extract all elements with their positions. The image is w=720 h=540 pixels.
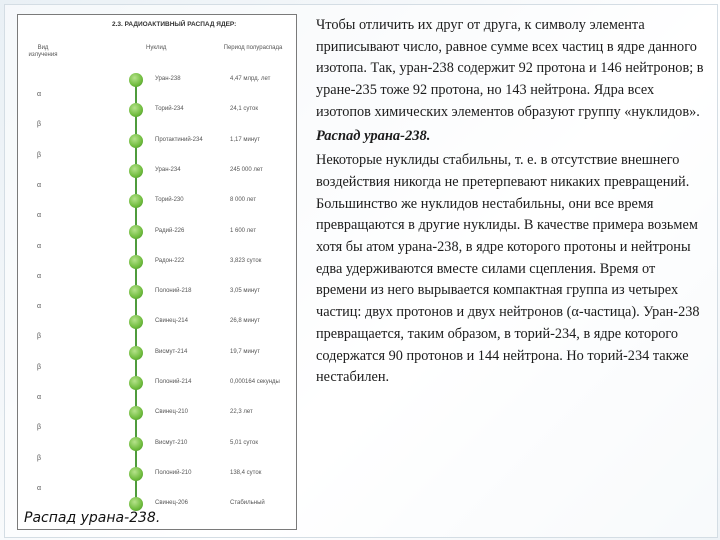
decay-type: α [36,242,42,250]
decay-chain-figure [17,14,297,530]
isotope-node [129,346,143,360]
isotope-halflife: 0,000164 секунды [230,379,280,385]
isotope-node [129,134,143,148]
isotope-name: Уран-238 [155,76,181,82]
paragraph-isotopes: Чтобы отличить их друг от друга, к символу элемента приписывают число, равное сумме всех частиц в ядре данного изотопа. Так, уран-238 содержит 92 протона и 146 нейтронов; в уране-235 тоже 92 протона, но 143 нейтрона. Ядра всех изотопов химических элементов образуют группу «нуклидов». [316,17,704,120]
isotope-halflife: 138,4 суток [230,469,262,476]
isotope-node [129,376,143,390]
decay-type: β [36,333,42,341]
isotope-halflife: 24,1 суток [230,106,258,113]
isotope-name: Радий-226 [155,227,185,234]
decay-type: β [36,454,42,462]
isotope-node [129,437,143,451]
isotope-halflife: 22,3 лет [230,409,253,416]
main-text [316,15,708,389]
isotope-node [129,194,143,208]
figure-title: 2.3. РАДИОАКТИВНЫЙ РАСПАД ЯДЕР: [112,21,237,28]
isotope-node [129,285,143,299]
isotope-halflife: 5,01 суток [230,439,258,446]
isotope-halflife: 4,47 млрд. лет [230,76,271,82]
decay-type: α [36,394,42,401]
isotope-halflife: 3,05 минут [230,288,260,295]
isotope-name: Свинец-206 [155,500,188,507]
isotope-name: Полоний-210 [155,469,192,476]
isotope-name: Свинец-210 [155,409,188,416]
isotope-node [129,73,143,87]
isotope-halflife: 8 000 лет [230,197,257,204]
decay-type: α [36,212,42,220]
isotope-name: Полоний-214 [155,379,192,385]
isotope-halflife: 1 600 лет [230,227,257,234]
isotope-name: Висмут-214 [155,348,188,355]
section-heading: Распад урана-238. [316,127,431,144]
isotope-node [129,103,143,117]
decay-type: α [36,484,42,492]
isotope-halflife: 245 000 лет [230,166,263,173]
isotope-halflife: Стабильный [230,500,265,507]
isotope-halflife: 3,823 суток [230,257,262,264]
isotope-halflife: 1,17 минут [230,136,260,143]
decay-type: β [36,363,42,371]
decay-type: β [36,151,42,159]
decay-type: β [36,121,42,129]
isotope-name: Висмут-210 [155,439,188,446]
isotope-name: Уран-234 [155,166,181,173]
isotope-name: Торий-230 [155,197,184,204]
isotope-node [129,164,143,178]
decay-type: α [36,272,42,280]
isotope-node [129,255,143,269]
isotope-node [129,467,143,481]
isotope-name: Торий-234 [155,106,184,113]
isotope-name: Свинец-214 [155,318,188,325]
decay-type: α [36,181,42,189]
paragraph-nuclides: Некоторые нуклиды стабильны, т. е. в отсутствие внешнего воздействия никогда не претерпевают никаких превращений. Большинство же нуклидов нестабильны, они все время превращаются в другие нуклиды. В качестве примера возьмем хотя бы атом урана-238, в ядре которого протоны и нейтроны едва удерживаются вместе силами сцепления. Время от времени из него вырывается компактная группа из четырех частиц: двух протонов и двух нейтронов (α-частица). Уран-238 превращается, таким образом, в торий-234, в ядре которого содержатся 90 протонов и 144 нейтрона. Но торий-234 также нестабилен. [316,152,700,386]
isotope-halflife: 26,8 минут [230,318,260,325]
isotope-name: Радон-222 [155,257,185,264]
decay-type: α [36,91,42,98]
isotope-name: Полоний-218 [155,288,192,295]
decay-type: α [36,303,42,311]
column-header-halflife: Период полураспада [223,45,283,51]
column-header-decay: Вид излучения [28,45,58,58]
isotope-node [129,315,143,329]
isotope-name: Протактиний-234 [155,136,203,143]
isotope-halflife: 19,7 минут [230,348,260,355]
decay-type: β [36,424,42,432]
isotope-node [129,406,143,420]
figure-caption: Распад урана-238. [24,510,161,526]
column-header-isotope: Нуклид [146,45,167,51]
isotope-node [129,225,143,239]
